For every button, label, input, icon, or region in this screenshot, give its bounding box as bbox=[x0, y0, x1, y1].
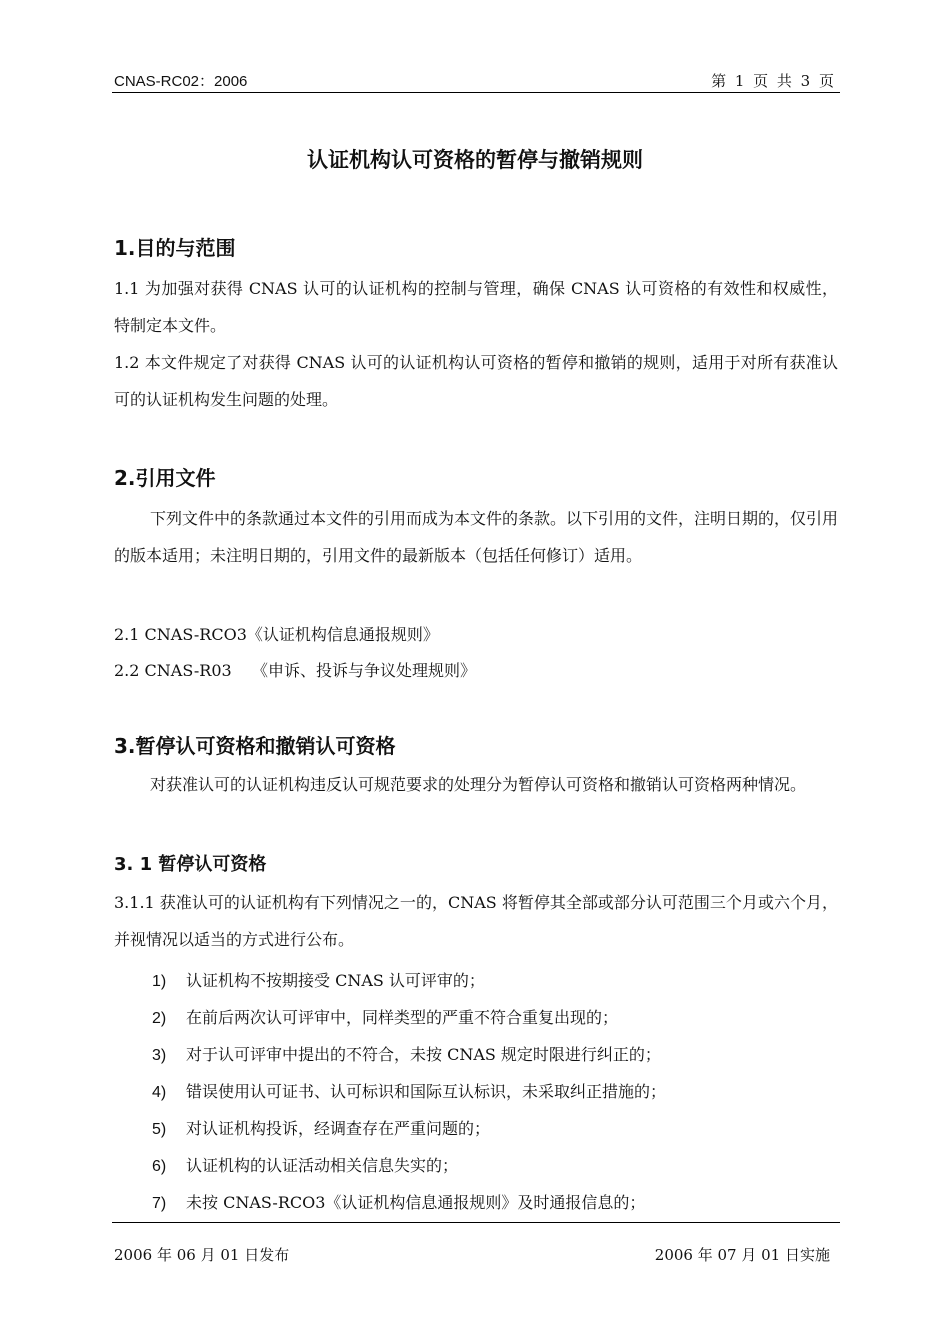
list-item bbox=[152, 1116, 490, 1139]
section1-heading: 1.目的与范围 bbox=[114, 236, 236, 260]
section1-para-2: 1.2 本文件规定了对获得 CNAS 认可的认证机构认可资格的暂停和撤销的规则，适用于对所有获准认可的认证机构发生问题的处理。 bbox=[114, 353, 838, 409]
header-divider bbox=[112, 92, 840, 93]
list-item-text: 认证机构不按期接受 CNAS 认可评审的； bbox=[186, 971, 485, 990]
list-item-number: 7) bbox=[152, 1195, 167, 1212]
list-item-text: 未按 CNAS-RCO3《认证机构信息通报规则》及时通报信息的； bbox=[186, 1193, 646, 1212]
list-item bbox=[152, 1079, 666, 1102]
section3-para-1: 对获准认可的认证机构违反认可规范要求的处理分为暂停认可资格和撤销认可资格两种情况。 bbox=[150, 775, 807, 794]
header-doc-code: CNAS-RC02：2006 bbox=[114, 73, 248, 90]
footer-divider bbox=[112, 1222, 840, 1223]
list-item-number: 3) bbox=[152, 1047, 167, 1064]
section3-1-heading: 3. 1 暂停认可资格 bbox=[114, 854, 267, 875]
list-item-number: 1) bbox=[152, 973, 167, 990]
section3-heading: 3.暂停认可资格和撤销认可资格 bbox=[114, 734, 396, 758]
footer-publish-date: 2006 年 06 月 01 日发布 bbox=[114, 1246, 290, 1264]
list-item-text: 对于认可评审中提出的不符合，未按 CNAS 规定时限进行纠正的； bbox=[186, 1045, 661, 1064]
list-item-number: 2) bbox=[152, 1010, 167, 1027]
list-item bbox=[152, 1005, 618, 1028]
list-item-number: 4) bbox=[152, 1084, 167, 1101]
footer-implement-date: 2006 年 07 月 01 日实施 bbox=[654, 1246, 830, 1264]
section1-para-1: 1.1 为加强对获得 CNAS 认可的认证机构的控制与管理，确保 CNAS 认可资格的有效性和权威性，特制定本文件。 bbox=[114, 279, 838, 335]
document-title: 认证机构认可资格的暂停与撤销规则 bbox=[307, 148, 643, 172]
list-item bbox=[152, 1190, 645, 1213]
list-item-text: 在前后两次认可评审中，同样类型的严重不符合重复出现的； bbox=[186, 1008, 619, 1027]
header-page-info: 第 1 页 共 3 页 bbox=[711, 72, 836, 90]
list-item bbox=[152, 1042, 661, 1065]
section3-1-1-para: 3.1.1 获准认可的认证机构有下列情况之一的，CNAS 将暂停其全部或部分认可范围三个月或六个月，并视情况以适当的方式进行公布。 bbox=[114, 893, 838, 949]
list-item-number: 6) bbox=[152, 1158, 167, 1175]
section2-ref-1: 2.1 CNAS-RCO3《认证机构信息通报规则》 bbox=[114, 625, 439, 644]
list-item bbox=[152, 968, 485, 991]
list-item bbox=[152, 1153, 458, 1176]
list-item-number: 5) bbox=[152, 1121, 167, 1138]
list-item-text: 错误使用认可证书、认可标识和国际互认标识，未采取纠正措施的； bbox=[186, 1082, 667, 1101]
section2-ref-2: 2.2 CNAS-R03 《申诉、投诉与争议处理规则》 bbox=[114, 661, 477, 680]
section2-para-1: 下列文件中的条款通过本文件的引用而成为本文件的条款。以下引用的文件，注明日期的，仅引用的版本适用；未注明日期的，引用文件的最新版本（包括任何修订）适用。 bbox=[114, 509, 839, 565]
section2-heading: 2.引用文件 bbox=[114, 466, 216, 490]
list-item-text: 对认证机构投诉，经调查存在严重问题的； bbox=[186, 1119, 491, 1138]
list-item-text: 认证机构的认证活动相关信息失实的； bbox=[186, 1156, 459, 1175]
